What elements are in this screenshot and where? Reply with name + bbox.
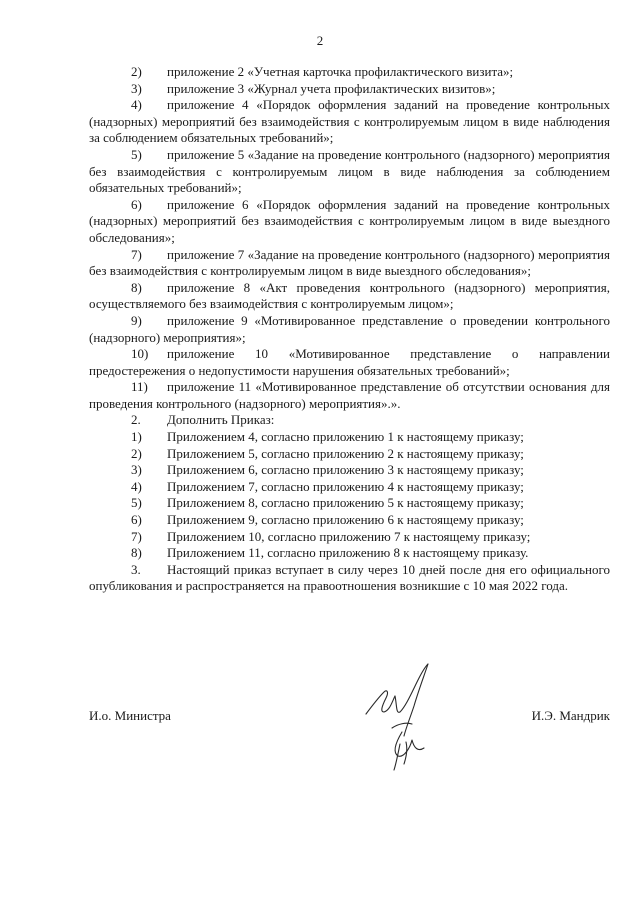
signer-position: И.о. Министра (89, 708, 171, 723)
list-item-number: 6) (131, 512, 142, 528)
list-item (89, 562, 610, 595)
list-item-number: 1) (131, 429, 142, 445)
list-item-text: приложение 7 «Задание на проведение контрольного (надзорного) мероприятия без взаимодействия с контролируемым лицом в виде выездного обследования»; (89, 246, 610, 279)
list-item (89, 529, 610, 546)
list-item-text: приложение 3 «Журнал учета профилактических визитов»; (167, 80, 496, 96)
list-item-text: Приложением 11, согласно приложению 8 к настоящему приказу. (167, 545, 529, 561)
list-item-number: 3. (131, 561, 141, 577)
list-item-text: приложение 8 «Акт проведения контрольного (надзорного) мероприятия, осуществляемого без взаимодействия с контролируемым лицом»; (89, 279, 610, 312)
list-item (89, 64, 610, 81)
list-item (89, 379, 610, 412)
signature-block (89, 708, 610, 728)
list-item-text: Приложением 4, согласно приложению 1 к настоящему приказу; (167, 429, 524, 445)
list-item (89, 313, 610, 346)
list-item-text: Приложением 9, согласно приложению 6 к настоящему приказу; (167, 512, 524, 528)
list-item-text: приложение 6 «Порядок оформления заданий на проведение контрольных (надзорных) мероприятий без взаимодействия с контролируемым лицом в виде выездного обследования»; (89, 196, 610, 245)
list-item-number: 8) (131, 545, 142, 561)
list-item-text: приложение 2 «Учетная карточка профилактического визита»; (167, 64, 514, 79)
list-item-text: Приложением 8, согласно приложению 5 к настоящему приказу; (167, 495, 524, 511)
list-item-number: 5) (131, 495, 142, 511)
list-item-number: 11) (131, 379, 148, 395)
list-item-number: 6) (131, 196, 142, 212)
list-item (89, 147, 610, 197)
list-item (89, 446, 610, 463)
list-item (89, 462, 610, 479)
list-item (89, 97, 610, 147)
list-item (89, 197, 610, 247)
list-item-text: Дополнить Приказ: (167, 412, 275, 428)
list-item-number: 9) (131, 312, 142, 328)
list-item (89, 429, 610, 446)
list-item-text: Настоящий приказ вступает в силу через 10 дней после дня его официального опубликования и распространяется на правоотношения возникшие с 10 мая 2022 года. (89, 561, 610, 594)
list-item-number: 10) (131, 346, 149, 362)
list-item (89, 512, 610, 529)
list-item-text: приложение 11 «Мотивированное представление об отсутствии основания для проведения контрольного (надзорного) мероприятия».». (89, 379, 610, 411)
list-item-number: 3) (131, 462, 142, 478)
list-item-number: 4) (131, 97, 142, 113)
list-item-text: Приложением 10, согласно приложению 7 к настоящему приказу; (167, 528, 531, 544)
list-item-number: 3) (131, 80, 142, 96)
list-item-text: приложение 9 «Мотивированное представление о проведении контрольного (надзорного) мероприятия»; (89, 312, 610, 345)
list-item (89, 280, 610, 313)
list-item (89, 495, 610, 512)
list-item-text: Приложением 7, согласно приложению 4 к настоящему приказу; (167, 478, 524, 494)
list-item (89, 479, 610, 496)
list-item-number: 5) (131, 146, 142, 162)
document-body (89, 64, 610, 595)
list-item (89, 545, 610, 562)
list-item-number: 7) (131, 246, 142, 262)
list-item-number: 2. (131, 412, 141, 428)
list-item-text: Приложением 5, согласно приложению 2 к настоящему приказу; (167, 445, 524, 461)
list-item (89, 346, 610, 379)
list-item (89, 412, 610, 429)
list-item-number: 4) (131, 478, 142, 494)
list-item-text: Приложением 6, согласно приложению 3 к настоящему приказу; (167, 462, 524, 478)
list-item-text: приложение 5 «Задание на проведение контрольного (надзорного) мероприятия без взаимодействия с контролируемым лицом в виде наблюдения за соблюдением обязательных требований»; (89, 146, 610, 196)
list-item-number: 2) (131, 64, 142, 79)
list-item-number: 2) (131, 445, 142, 461)
list-item-text: приложение 4 «Порядок оформления заданий на проведение контрольных (надзорных) мероприятий без взаимодействия с контролируемым лицом в виде наблюдения за соблюдением обязательных требований»; (89, 97, 610, 146)
list-item (89, 81, 610, 98)
page-number: 2 (316, 33, 324, 48)
list-item-number: 7) (131, 528, 142, 544)
list-item-text: приложение 10 «Мотивированное представление о направлении предостережения о недопустимости нарушения обязательных требований»; (89, 346, 610, 378)
list-item-number: 8) (131, 279, 142, 295)
list-item (89, 247, 610, 280)
signer-name: И.Э. Мандрик (531, 708, 610, 723)
